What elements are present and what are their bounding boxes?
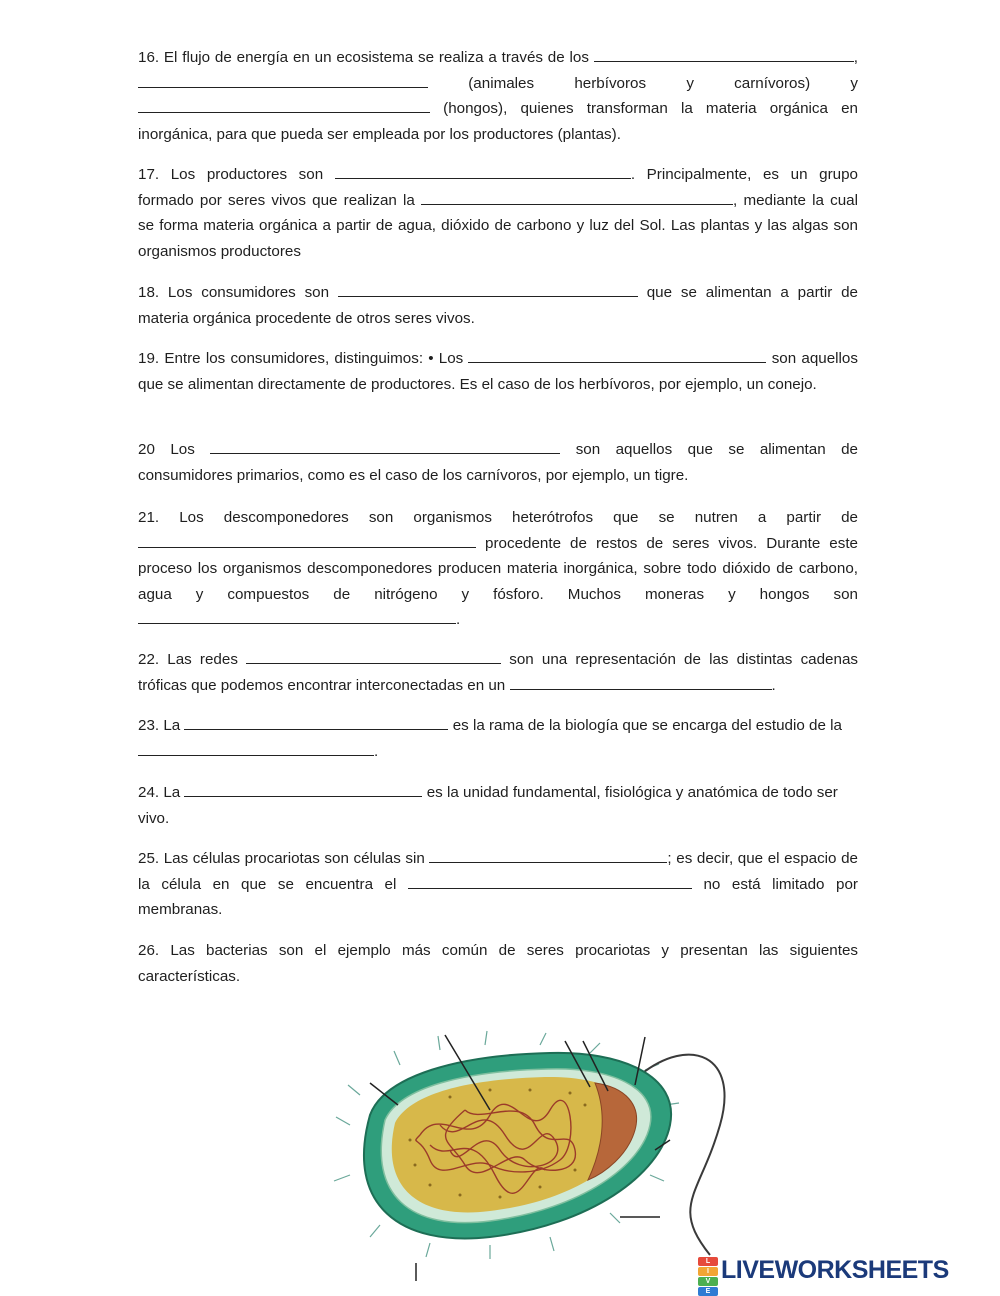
answer-blank-22b[interactable] (510, 674, 772, 690)
answer-blank-16a[interactable] (594, 46, 854, 62)
answer-blank-16c[interactable] (138, 97, 430, 113)
question-23: 23. La es la rama de la biología que se encarga del estudio de la . (138, 713, 858, 764)
bacteria-illustration (290, 975, 740, 1285)
answer-blank-25b[interactable] (408, 873, 692, 889)
question-25: 25. Las células procariotas son células sin ; es decir, que el espacio de la célula en que se encuentra el no está limitado por membranas. (138, 846, 858, 923)
answer-blank-20[interactable] (210, 438, 560, 454)
answer-blank-16b[interactable] (138, 72, 428, 88)
answer-blank-24[interactable] (184, 781, 422, 797)
bacteria-diagram (290, 975, 740, 1285)
answer-blank-25a[interactable] (429, 847, 667, 863)
answer-blank-19[interactable] (468, 347, 766, 363)
answer-blank-17b[interactable] (421, 189, 733, 205)
answer-blank-17a[interactable] (335, 163, 631, 179)
question-19: 19. Entre los consumidores, distinguimos: • Los son aquellos que se alimentan directamente de productores. Es el caso de los herbívoros, por ejemplo, un conejo. (138, 346, 858, 397)
label-box-top-middle[interactable] (478, 977, 610, 1029)
question-24: 24. La es la unidad fundamental, fisiológica y anatómica de todo ser vivo. (138, 780, 858, 831)
question-21: 21. Los descomponedores son organismos heterótrofos que se nutren a partir de procedente de restos de seres vivos. Durante este proceso los organismos descomponedores producen materia inorgánica, sobre todo dióxido de carbono, agua y compuestos de nitrógeno y fósforo. Muchos moneras y hongos son . (138, 509, 858, 628)
logo-text: LIVEWORKSHEETS (721, 1255, 949, 1284)
liveworksheets-logo (698, 1255, 994, 1295)
question-20: 20 Los son aquellos que se alimentan de consumidores primarios, como es el caso de los carnívoros, por ejemplo, un tigre. (138, 437, 858, 488)
answer-blank-21b[interactable] (138, 608, 456, 624)
question-18: 18. Los consumidores son que se alimentan a partir de materia orgánica procedente de otros seres vivos. (138, 280, 858, 331)
answer-blank-23b[interactable] (138, 740, 374, 756)
answer-blank-23a[interactable] (184, 714, 448, 730)
question-17: 17. Los productores son . Principalmente, es un grupo formado por seres vivos que realizan la , mediante la cual se forma materia orgánica a partir de agua, dióxido de carbono y luz del Sol. Las plantas y las algas son organismos productores (138, 162, 858, 264)
label-box-left[interactable] (290, 1035, 370, 1085)
answer-blank-18[interactable] (338, 281, 638, 297)
question-16: 16. El flujo de energía en un ecosistema se realiza a través de los , (animales herbívoros y carnívoros) y (hongos), quienes transforman la materia orgánica en inorgánica, para que pueda ser empleada por los productores (plantas). (138, 45, 858, 147)
label-box-top-right[interactable] (620, 977, 734, 1035)
question-22: 22. Las redes son una representación de las distintas cadenas tróficas que podemos encontrar interconectadas en un . (138, 647, 858, 698)
answer-blank-21a[interactable] (138, 532, 476, 548)
answer-blank-22a[interactable] (246, 648, 501, 664)
logo-mark-icon: L I V E (698, 1256, 718, 1284)
question-26: 26. Las bacterias son el ejemplo más común de seres procariotas y presentan las siguientes características. (138, 942, 858, 985)
